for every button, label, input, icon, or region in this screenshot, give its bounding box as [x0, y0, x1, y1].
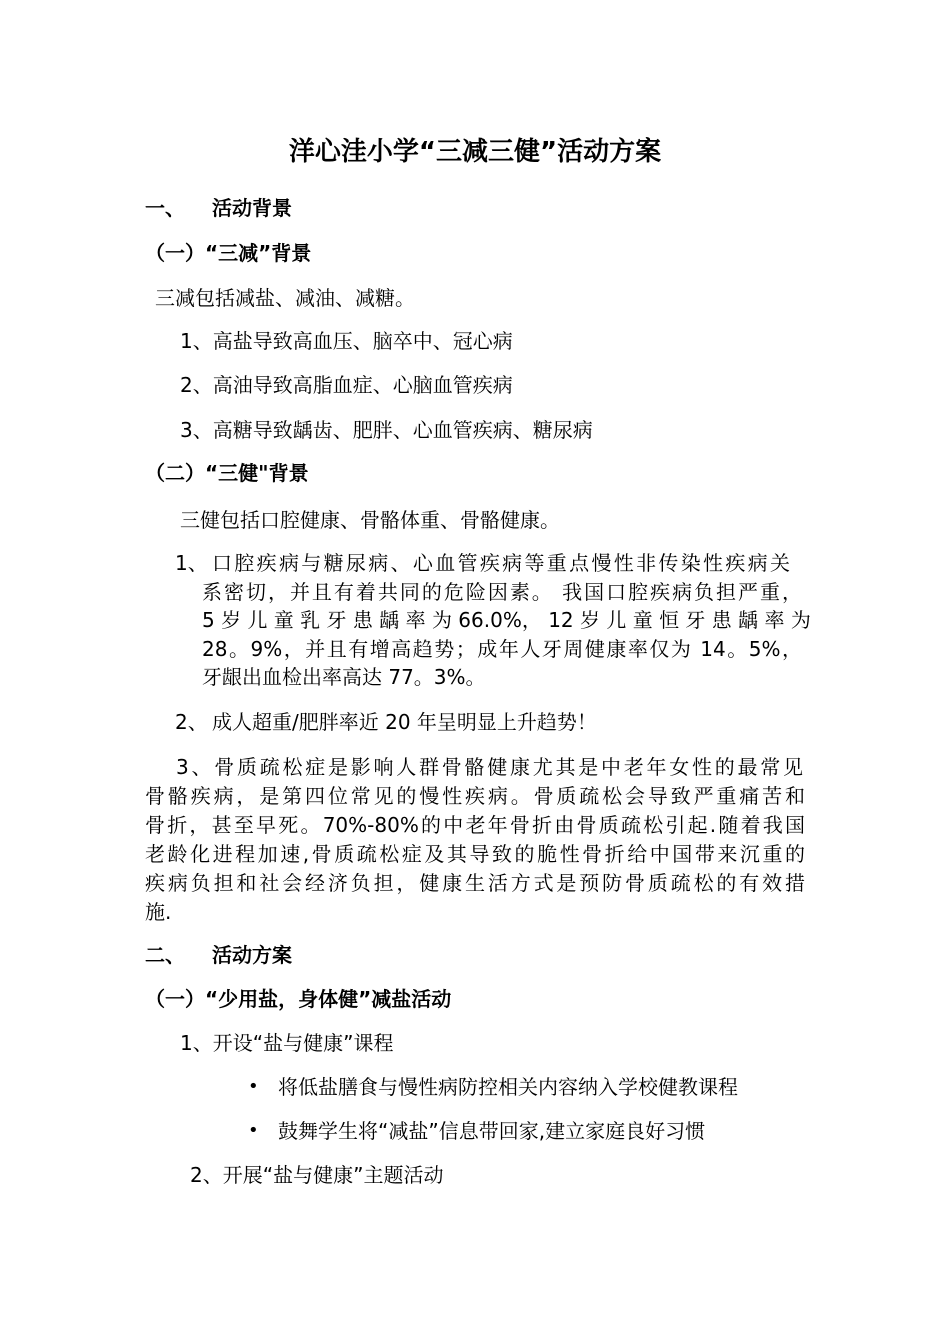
- health-item-3-line-2: 骨骼疾病，是第四位常见的慢性疾病。骨质疏松会导致严重痛苦和: [145, 784, 805, 808]
- health-item-3-line-1: 3、骨质疏松症是影响人群骨骼健康尤其是中老年女性的最常见: [176, 755, 803, 779]
- health-item-1-line-4: 28。9%，并且有增高趋势；成年人牙周健康率仅为 14。5%，: [202, 637, 802, 661]
- health-item-3-line-3: 骨折，甚至早死。70%-80%的中老年骨折由骨质疏松引起.随着我国: [145, 813, 805, 837]
- subsection-1-heading: （一）“三减”背景: [145, 241, 312, 265]
- health-item-2-number: 2、: [175, 710, 208, 734]
- health-item-1-line-1: 口腔疾病与糖尿病、心血管疾病等重点慢性非传染性疾病关: [212, 551, 790, 575]
- section-2-heading: 活动方案: [212, 943, 292, 967]
- health-item-1-number: 1、: [175, 551, 208, 575]
- health-item-1-line-5: 牙龈出血检出率高达 77。3%。: [202, 665, 486, 689]
- health-item-2-text: 成人超重/肥胖率近 20 年呈明显上升趋势！: [212, 710, 597, 734]
- health-item-3-line-6: 施.: [145, 900, 172, 924]
- document-title: 洋心洼小学“三减三健”活动方案: [288, 137, 662, 167]
- bullet-item-2: 鼓舞学生将“减盐”信息带回家,建立家庭良好习惯: [278, 1119, 706, 1143]
- section-1-heading: 活动背景: [212, 196, 292, 220]
- paragraph-three-health: 三健包括口腔健康、骨骼体重、骨骼健康。: [180, 508, 560, 532]
- health-item-3-line-4: 老龄化进程加速,骨质疏松症及其导致的脆性骨折给中国带来沉重的: [145, 842, 805, 866]
- health-item-3-line-5: 疾病负担和社会经济负担，健康生活方式是预防骨质疏松的有效措: [145, 871, 805, 895]
- bullet-dot-2: •: [248, 1120, 259, 1141]
- plan-item-2-title: 2、开展“盐与健康”主题活动: [190, 1163, 444, 1187]
- health-item-1-line-3: 5 岁 儿 童 乳 牙 患 龋 率 为 66.0%， 12 岁 儿 童 恒 牙 患 龋 率 为: [202, 608, 811, 632]
- paragraph-three-reductions: 三减包括减盐、减油、减糖。: [155, 286, 415, 310]
- reduce-item-1: 1、高盐导致高血压、脑卒中、冠心病: [180, 329, 513, 353]
- bullet-item-1: 将低盐膳食与慢性病防控相关内容纳入学校健教课程: [278, 1075, 738, 1099]
- subsection-2-heading: （二）“三健"背景: [145, 461, 309, 485]
- reduce-item-2: 2、高油导致高脂血症、心脑血管疾病: [180, 373, 513, 397]
- subsection-3-heading: （一）“少用盐，身体健”减盐活动: [145, 987, 452, 1011]
- health-item-1-line-2: 系密切，并且有着共同的危险因素。 我国口腔疾病负担严重，: [202, 580, 802, 604]
- plan-item-1-title: 1、开设“盐与健康”课程: [180, 1031, 394, 1055]
- section-1-number: 一、: [145, 196, 185, 220]
- reduce-item-3: 3、高糖导致龋齿、肥胖、心血管疾病、糖尿病: [180, 418, 593, 442]
- bullet-dot-1: •: [248, 1076, 259, 1097]
- section-2-number: 二、: [145, 943, 185, 967]
